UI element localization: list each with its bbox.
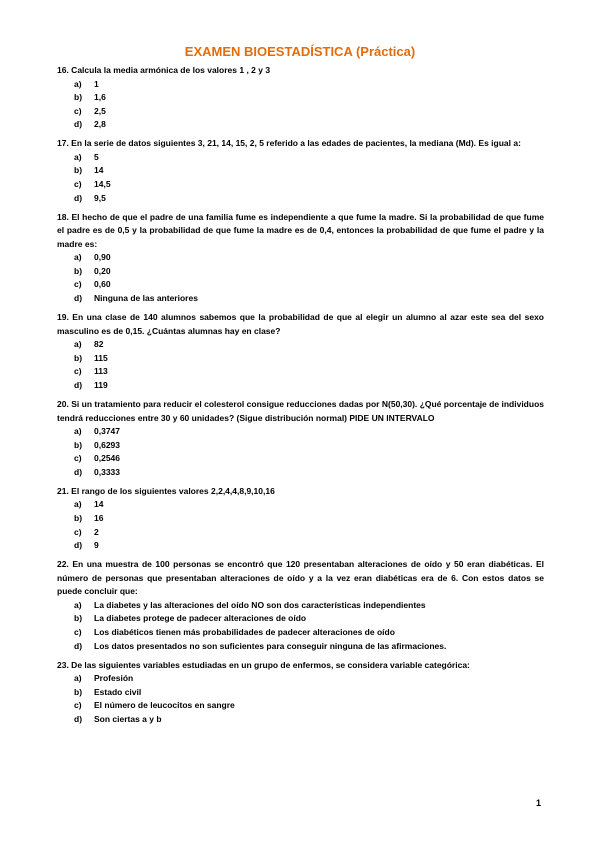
answer-option: [57, 713, 544, 727]
option-letter: c): [74, 453, 82, 464]
option-letter: b): [74, 352, 83, 363]
answer-option: [57, 164, 544, 178]
answer-option: [57, 278, 544, 292]
option-text: 0,6293: [94, 439, 120, 450]
answer-option: [57, 699, 544, 713]
question-text: 21. El rango de los siguientes valores 2,2,4,4,8,9,10,16: [57, 485, 275, 496]
option-letter: d): [74, 713, 83, 724]
option-text: 2,5: [94, 105, 106, 116]
option-text: Profesión: [94, 673, 134, 684]
answer-option: [57, 498, 544, 512]
option-text: 14,5: [94, 179, 111, 190]
option-text: 0,3333: [94, 466, 120, 477]
option-text: Ninguna de las anteriores: [94, 293, 198, 304]
answer-option: [57, 439, 544, 453]
answer-option: [57, 640, 544, 654]
question-block: [57, 485, 544, 553]
question-block: [57, 137, 544, 205]
option-text: Los diabéticos tienen más probabilidades de padecer alteraciones de oído: [94, 626, 395, 637]
option-text: 0,60: [94, 279, 111, 290]
option-letter: d): [74, 192, 83, 203]
question-text: 18. El hecho de que el padre de una familia fume es independiente a que fume la madre. Si la probabilidad de que fume el padre es de 0,5 y la probabilidad de que fume la madre es de 0,4, entonces la probabilidad de que fume el padre y la madre es:: [57, 211, 544, 249]
question-block: [57, 398, 544, 479]
option-letter: d): [74, 293, 83, 304]
option-letter: c): [74, 526, 82, 537]
answer-option: [57, 686, 544, 700]
option-text: 119: [94, 379, 108, 390]
answer-option: [57, 151, 544, 165]
option-letter: d): [74, 119, 83, 130]
question-block: [57, 64, 544, 132]
option-text: 0,3747: [94, 426, 120, 436]
option-list: [57, 78, 544, 132]
answer-option: [57, 251, 544, 265]
answer-option: [57, 425, 544, 439]
question-text: 17. En la serie de datos siguientes 3, 21, 14, 15, 2, 5 referido a las edades de pacientes, la mediana (Md). Es igual a:: [57, 138, 521, 149]
option-letter: a): [74, 151, 82, 162]
option-text: Estado civil: [94, 686, 142, 697]
option-letter: a): [74, 599, 82, 610]
option-letter: a): [74, 426, 82, 436]
option-text: 5: [94, 151, 99, 162]
option-text: 14: [94, 499, 104, 510]
page-number: 1: [536, 798, 542, 808]
question-block: [57, 659, 544, 727]
option-text: 14: [94, 165, 104, 176]
answer-option: [57, 672, 544, 686]
option-list: [57, 338, 544, 392]
question-block: [57, 211, 544, 306]
option-text: 16: [94, 512, 104, 523]
option-list: [57, 251, 544, 305]
question-block: [57, 558, 544, 653]
option-text: Son ciertas a y b: [94, 713, 162, 724]
question-text: 23. De las siguientes variables estudiadas en un grupo de enfermos, se considera variable categórica:: [57, 659, 470, 670]
answer-option: [57, 178, 544, 192]
option-letter: a): [74, 673, 82, 684]
option-letter: c): [74, 366, 82, 377]
question-list: [57, 64, 544, 732]
option-text: El número de leucocitos en sangre: [94, 700, 235, 711]
option-letter: a): [74, 78, 82, 89]
option-letter: b): [74, 265, 83, 276]
question-text: 20. Si un tratamiento para reducir el colesterol consigue reducciones dadas por N(50,30). ¿Qué porcentaje de individuos tendrá reducciones entre 30 y 60 unidades? (Sigue distribución normal) PIDE UN INTERVALO: [57, 399, 544, 423]
option-letter: d): [74, 540, 83, 551]
answer-option: [57, 192, 544, 206]
option-letter: b): [74, 512, 83, 523]
answer-option: [57, 118, 544, 132]
option-text: La diabetes protege de padecer alteraciones de oído: [94, 613, 307, 624]
option-letter: c): [74, 279, 82, 290]
question-block: [57, 311, 544, 392]
option-text: La diabetes y las alteraciones del oído NO son dos características independientes: [94, 599, 426, 610]
answer-option: [57, 379, 544, 393]
answer-option: [57, 612, 544, 626]
option-text: 113: [94, 366, 108, 377]
option-letter: c): [74, 179, 82, 190]
answer-option: [57, 338, 544, 352]
option-letter: a): [74, 499, 82, 510]
answer-option: [57, 105, 544, 119]
option-list: [57, 672, 544, 726]
question-text: 19. En una clase de 140 alumnos sabemos que la probabilidad de que al elegir un alumno al azar este sea del sexo masculino es de 0,15. ¿Cuántas alumnas hay en clase?: [57, 312, 544, 336]
option-text: 0,20: [94, 265, 111, 276]
option-text: 115: [94, 352, 108, 363]
question-text: 22. En una muestra de 100 personas se encontró que 120 presentaban alteraciones de oído y 50 eran diabéticas. El número de personas que presentaban alteraciones de oído y a la vez eran diabéticas era de 6. Con estos datos se puede concluir que:: [57, 559, 544, 597]
option-text: 0,2546: [94, 453, 120, 464]
option-letter: b): [74, 165, 83, 176]
option-text: Los datos presentados no son suficientes para conseguir ninguna de las afirmaciones.: [94, 640, 447, 651]
option-letter: b): [74, 613, 83, 624]
option-list: [57, 599, 544, 653]
option-letter: b): [74, 686, 83, 697]
answer-option: [57, 365, 544, 379]
option-text: 1,6: [94, 92, 106, 103]
option-letter: c): [74, 105, 82, 116]
answer-option: [57, 352, 544, 366]
option-letter: c): [74, 626, 82, 637]
question-text: 16. Calcula la media armónica de los valores 1 , 2 y 3: [57, 65, 271, 75]
answer-option: [57, 452, 544, 466]
answer-option: [57, 466, 544, 480]
option-list: [57, 151, 544, 205]
option-letter: b): [74, 439, 83, 450]
option-letter: d): [74, 379, 83, 390]
answer-option: [57, 265, 544, 279]
option-text: 2: [94, 526, 99, 537]
answer-option: [57, 292, 544, 306]
answer-option: [57, 626, 544, 640]
answer-option: [57, 526, 544, 540]
answer-option: [57, 512, 544, 526]
option-letter: b): [74, 92, 83, 103]
option-letter: a): [74, 252, 82, 263]
answer-option: [57, 78, 544, 92]
option-letter: d): [74, 466, 83, 477]
page-title: EXAMEN BIOESTADÍSTICA (Práctica): [184, 44, 416, 59]
option-text: 0,90: [94, 252, 111, 263]
answer-option: [57, 91, 544, 105]
option-list: [57, 498, 544, 552]
option-letter: a): [74, 339, 82, 350]
option-text: 9: [94, 540, 99, 551]
option-text: 82: [94, 339, 104, 350]
option-list: [57, 425, 544, 479]
answer-option: [57, 599, 544, 613]
option-letter: d): [74, 640, 83, 651]
answer-option: [57, 539, 544, 553]
option-text: 2,8: [94, 119, 106, 130]
option-text: 1: [94, 78, 99, 89]
option-letter: c): [74, 700, 82, 711]
option-text: 9,5: [94, 192, 106, 203]
